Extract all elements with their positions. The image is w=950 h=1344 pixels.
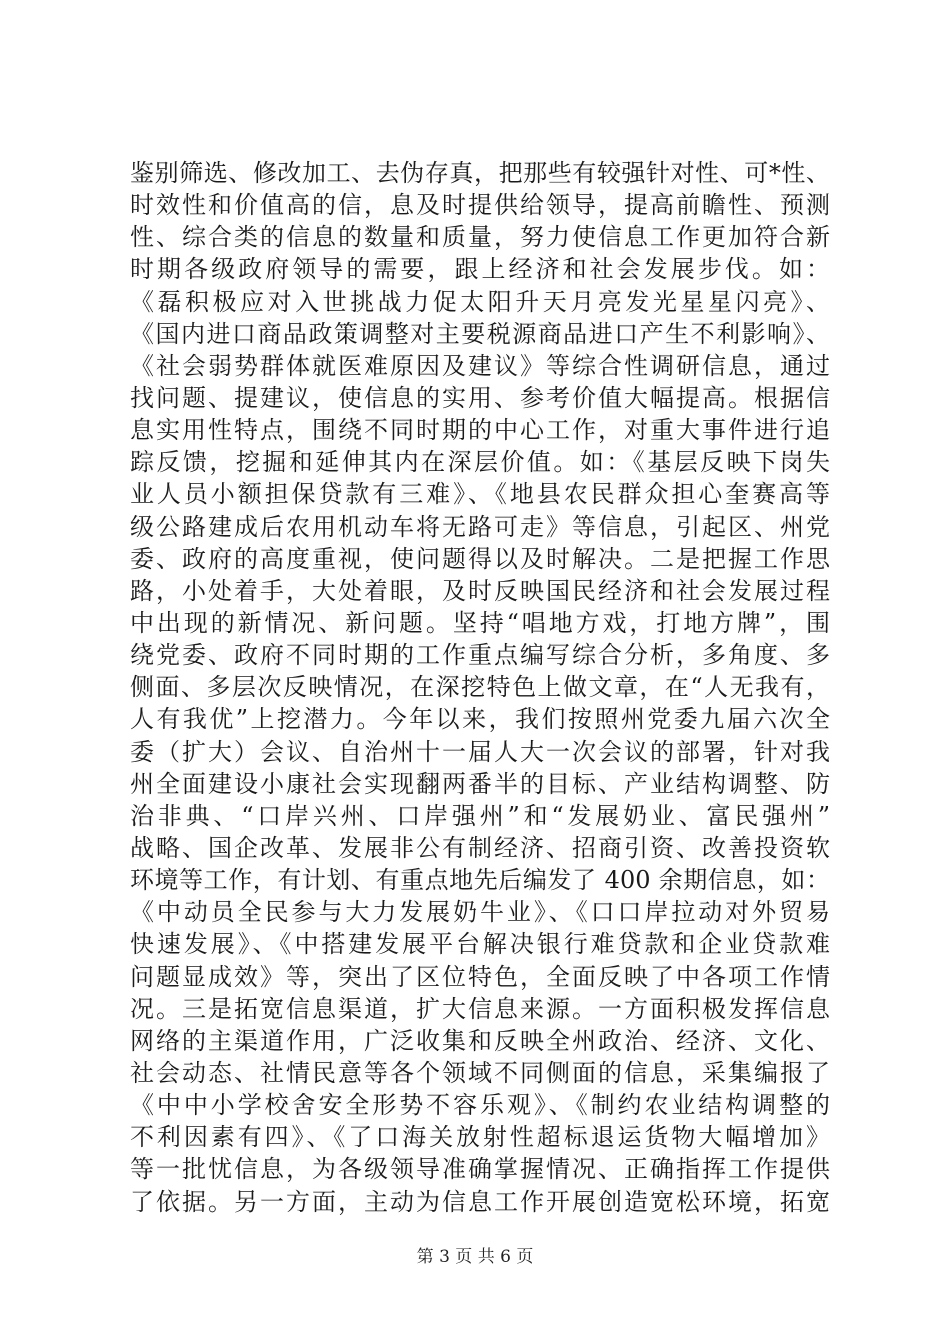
text-line: 时期各级政府领导的需要，跟上经济和社会发展步伐。如： (130, 255, 830, 284)
text-line: 踪反馈，挖掘和延伸其内在深层价值。如：《基层反映下岗失 (130, 448, 830, 477)
text-line: 委、政府的高度重视，使问题得以及时解决。二是把握工作思 (130, 544, 830, 573)
text-line: 不利因素有四》、《了口海关放射性超标退运货物大幅增加》 (130, 1123, 830, 1152)
text-line: 网络的主渠道作用，广泛收集和反映全州政治、经济、文化、 (130, 1026, 830, 1055)
text-line: 人有我优”上挖潜力。今年以来，我们按照州党委九届六次全 (130, 705, 830, 734)
text-line: 级公路建成后农用机动车将无路可走》等信息，引起区、州党 (130, 512, 830, 541)
text-line: 路，小处着手，大处着眼，及时反映国民经济和社会发展过程 (130, 576, 830, 605)
text-line: 委（扩大）会议、自治州十一届人大一次会议的部署，针对我 (130, 737, 830, 766)
text-line: 快速发展》、《中搭建发展平台解决银行难贷款和企业贷款难 (130, 930, 830, 959)
text-line: 绕党委、政府不同时期的工作重点编写综合分析，多角度、多 (130, 641, 830, 670)
text-line: 业人员小额担保贷款有三难》、《地县农民群众担心奎赛高等 (130, 480, 830, 509)
text-line: 了依据。另一方面，主动为信息工作开展创造宽松环境，拓宽 (130, 1187, 830, 1216)
text-line: 《磊积极应对入世挑战力促太阳升天月亮发光星星闪亮》、 (130, 287, 830, 316)
text-line: 况。三是拓宽信息渠道，扩大信息来源。一方面积极发挥信息 (130, 994, 830, 1023)
text-line: 州全面建设小康社会实现翻两番半的目标、产业结构调整、防 (130, 769, 830, 798)
text-line: 性、综合类的信息的数量和质量，努力使信息工作更加符合新 (130, 223, 830, 252)
text-line: 战略、国企改革、发展非公有制经济、招商引资、改善投资软 (130, 833, 830, 862)
text-line: 中出现的新情况、新问题。坚持“唱地方戏，打地方牌”，围 (130, 608, 830, 637)
page-footer: 第 3 页 共 6 页 (416, 1247, 534, 1267)
text-line: 侧面、多层次反映情况，在深挖特色上做文章，在“人无我有， (130, 673, 830, 702)
text-line: 治非典、“口岸兴州、口岸强州”和“发展奶业、富民强州” (130, 801, 830, 830)
text-line: 《中中小学校舍安全形势不容乐观》、《制约农业结构调整的 (130, 1091, 830, 1120)
text-line: 环境等工作，有计划、有重点地先后编发了 400 余期信息，如： (130, 866, 830, 895)
text-line: 鉴别筛选、修改加工、去伪存真，把那些有较强针对性、可*性、 (130, 159, 830, 187)
text-line: 息实用性特点，围绕不同时期的中心工作，对重大事件进行追 (130, 416, 830, 445)
text-line: 找问题、提建议，使信息的实用、参考价值大幅提高。根据信 (130, 383, 830, 412)
text-line: 社会动态、社情民意等各个领域不同侧面的信息，采集编报了 (130, 1058, 830, 1087)
text-line: 时效性和价值高的信，息及时提供给领导，提高前瞻性、预测 (130, 191, 830, 220)
text-line: 《社会弱势群体就医难原因及建议》等综合性调研信息，通过 (130, 351, 830, 380)
body-text (130, 157, 830, 1218)
text-line: 问题显成效》等，突出了区位特色，全面反映了中各项工作情 (130, 962, 830, 991)
text-line: 《国内进口商品政策调整对主要税源商品进口产生不利影响》、 (130, 319, 830, 348)
text-line: 《中动员全民参与大力发展奶牛业》、《口口岸拉动对外贸易 (130, 898, 830, 927)
text-line: 等一批忧信息，为各级领导准确掌握情况、正确指挥工作提供 (130, 1155, 830, 1184)
